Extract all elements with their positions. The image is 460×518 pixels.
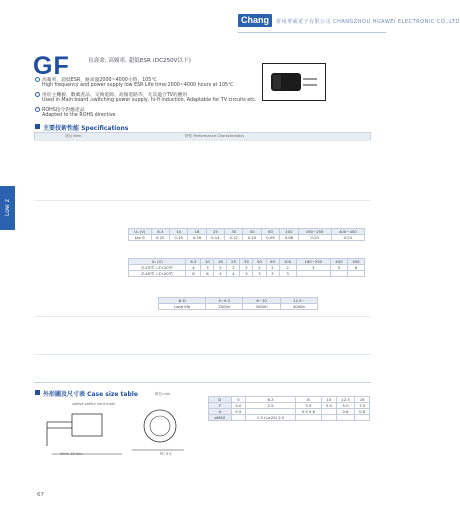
table-cell: 0.19 <box>169 235 187 241</box>
table-cell: 160~250 <box>296 259 330 265</box>
table-cell <box>295 415 321 421</box>
table-cell: 5.0 <box>336 403 355 409</box>
table-cell: 3 <box>201 265 214 271</box>
section-marker-icon <box>35 390 40 395</box>
unit-label: 單位:mm <box>155 392 171 396</box>
feature-line: Adapted to the ROHS directive <box>42 113 116 118</box>
table-cell: 8 <box>295 397 321 403</box>
table-cell: 3000h <box>243 304 280 310</box>
table-row <box>129 235 365 241</box>
spec-section-title: 主要技術性能 Specifications <box>43 125 129 132</box>
header-divider <box>238 32 386 33</box>
table-cell: Z-25℃ / Z+20℃ <box>129 265 186 271</box>
table-cell: 0.16 <box>188 235 206 241</box>
table-cell: 8~10 <box>243 298 280 304</box>
bullet-icon <box>35 77 40 82</box>
table-row <box>159 304 318 310</box>
table-cell: 400~450 <box>331 229 364 235</box>
table-cell: αMAX <box>209 415 232 421</box>
table-cell: 4 <box>227 271 240 277</box>
table-cell: 50 <box>243 229 261 235</box>
table-cell: 2 <box>214 265 227 271</box>
spec-divider <box>34 140 371 141</box>
table-cell: 25 <box>206 229 224 235</box>
table-cell: 100 <box>279 259 296 265</box>
table-cell: tan δ <box>129 235 152 241</box>
table-cell: 12.5 <box>336 397 355 403</box>
table-cell: 0.8 <box>355 409 370 415</box>
tan-delta-table <box>128 228 365 241</box>
table-cell <box>347 271 364 277</box>
table-cell: 6 <box>347 265 364 271</box>
table-cell: 2 <box>253 265 266 271</box>
table-cell: 2000h <box>206 304 243 310</box>
table-cell: 7.5 <box>355 403 370 409</box>
feature-line: 高頻率，超低ESR，耐高溫2000~4000小時，105℃ <box>42 78 157 83</box>
table-cell: 35 <box>240 259 253 265</box>
table-cell: 6.3 <box>246 397 296 403</box>
feature-line: Used in Main board ,switching power supply, hi-fi induction, Adaptable for TV circuits etc. <box>42 98 257 103</box>
table-cell: 0.12 <box>225 235 243 241</box>
table-cell: 4 <box>214 271 227 277</box>
brand-logo: Chang <box>238 14 272 27</box>
table-cell: 0.20 <box>298 235 331 241</box>
spec-divider <box>34 200 371 201</box>
feature-line: ROHS指令對應產品 <box>42 108 85 113</box>
table-cell <box>322 415 337 421</box>
table-cell: 63 <box>266 259 279 265</box>
case-outline-drawing <box>42 398 192 468</box>
spec-divider <box>34 382 371 383</box>
table-cell: Φ D <box>159 298 206 304</box>
table-cell: 6 <box>201 271 214 277</box>
table-cell: 16 <box>188 229 206 235</box>
table-cell: 0.22 <box>151 235 169 241</box>
drawing-label-top: sleeve safety vent mark <box>72 402 116 406</box>
spec-col-item: 項目 Item <box>65 134 82 138</box>
table-cell: 0.5 <box>231 409 246 415</box>
table-cell: 1.5 (L≥20) 2.0 <box>246 415 296 421</box>
table-cell: 10 <box>169 229 187 235</box>
table-cell: Load life <box>159 304 206 310</box>
table-cell: 16 <box>214 259 227 265</box>
drawing-label-pc: PC 0.5 <box>160 452 172 456</box>
table-cell: 12.5~ <box>280 298 317 304</box>
table-cell: 63 <box>261 229 279 235</box>
table-cell: d <box>209 409 232 415</box>
table-cell: 10 <box>322 397 337 403</box>
table-cell: 3 <box>279 271 296 277</box>
table-cell: 0.14 <box>206 235 224 241</box>
table-cell: 0.24 <box>331 235 364 241</box>
table-cell: 2.5 <box>246 403 296 409</box>
table-cell: 3 <box>296 265 330 271</box>
feature-line: High frequency and power supply low ESR Life time:2000~4000 hours at 105℃ <box>42 83 234 88</box>
spec-divider <box>34 354 371 355</box>
table-cell: 8 <box>186 271 201 277</box>
table-cell: 6.3 <box>151 229 169 235</box>
brand-tagline: 常州華威電子有限公司 CHANGZHOU HUAWEI ELECTRONIC CO.,LTD <box>276 19 460 25</box>
table-cell: 0.09 <box>261 235 279 241</box>
table-cell: 6.3 <box>186 259 201 265</box>
table-cell: U₀ (V) <box>129 229 152 235</box>
table-cell: 5 <box>231 397 246 403</box>
table-cell: 2 <box>240 265 253 271</box>
case-section-title: 外形圖及尺寸表 Case size table <box>43 391 138 398</box>
table-cell: 3.5 <box>295 403 321 409</box>
table-cell: 2 <box>266 265 279 271</box>
table-cell: 25 <box>227 259 240 265</box>
table-cell: 0.5 0.6 <box>295 409 321 415</box>
table-cell: 50 <box>253 259 266 265</box>
table-cell <box>355 415 370 421</box>
table-cell: 5.0 <box>322 403 337 409</box>
table-cell: Z-40℃ / Z+20℃ <box>129 271 186 277</box>
table-cell: 0.10 <box>243 235 261 241</box>
bullet-icon <box>35 107 40 112</box>
drawing-label-length: 4min 15 min <box>60 452 83 456</box>
dimension-table <box>208 396 370 421</box>
table-cell <box>336 415 355 421</box>
table-cell: 3 <box>266 271 279 277</box>
table-cell: F <box>209 403 232 409</box>
table-cell: 4000h <box>280 304 317 310</box>
table-cell: D <box>209 397 232 403</box>
table-cell: 0.08 <box>280 235 298 241</box>
table-cell: 400 <box>330 259 347 265</box>
product-image <box>262 63 326 101</box>
spec-col-characteristics: 特性 Performance Characteristics <box>185 134 245 138</box>
section-marker-icon <box>35 124 40 129</box>
table-cell: 100 <box>280 229 298 235</box>
table-cell <box>330 271 347 277</box>
feature-line: 用於主機板、數碼產品、交換電源、高頻電路等，尤其適合TV的應用 <box>42 93 188 98</box>
table-cell <box>231 415 246 421</box>
table-row <box>129 271 365 277</box>
page-number: 67 <box>37 492 44 498</box>
table-cell: 2 <box>279 265 296 271</box>
table-cell: 5~6.3 <box>206 298 243 304</box>
spec-divider <box>34 316 371 317</box>
series-subtitle: 長壽命, 高頻率, 超低ESR (DC250V以下) <box>88 58 191 64</box>
series-code: GF <box>33 52 70 80</box>
table-cell: 10 <box>201 259 214 265</box>
capacitor-icon <box>263 64 325 100</box>
bullet-icon <box>35 92 40 97</box>
table-cell: 160~250 <box>298 229 331 235</box>
table-cell: 3 <box>253 271 266 277</box>
table-cell: 2 <box>227 265 240 271</box>
table-cell: U₀ (V) <box>129 259 186 265</box>
side-tab-low-z: Low z <box>0 186 15 230</box>
table-row <box>209 415 370 421</box>
table-cell: 5 <box>330 265 347 271</box>
table-cell <box>296 271 330 277</box>
table-cell: 450 <box>347 259 364 265</box>
table-cell: 3 <box>240 271 253 277</box>
table-cell: 4 <box>186 265 201 271</box>
table-cell: 16 <box>355 397 370 403</box>
table-cell: 0.6 <box>336 409 355 415</box>
table-cell: 2.0 <box>231 403 246 409</box>
table-cell: 35 <box>225 229 243 235</box>
load-life-table <box>158 297 318 310</box>
impedance-ratio-table <box>128 258 365 277</box>
